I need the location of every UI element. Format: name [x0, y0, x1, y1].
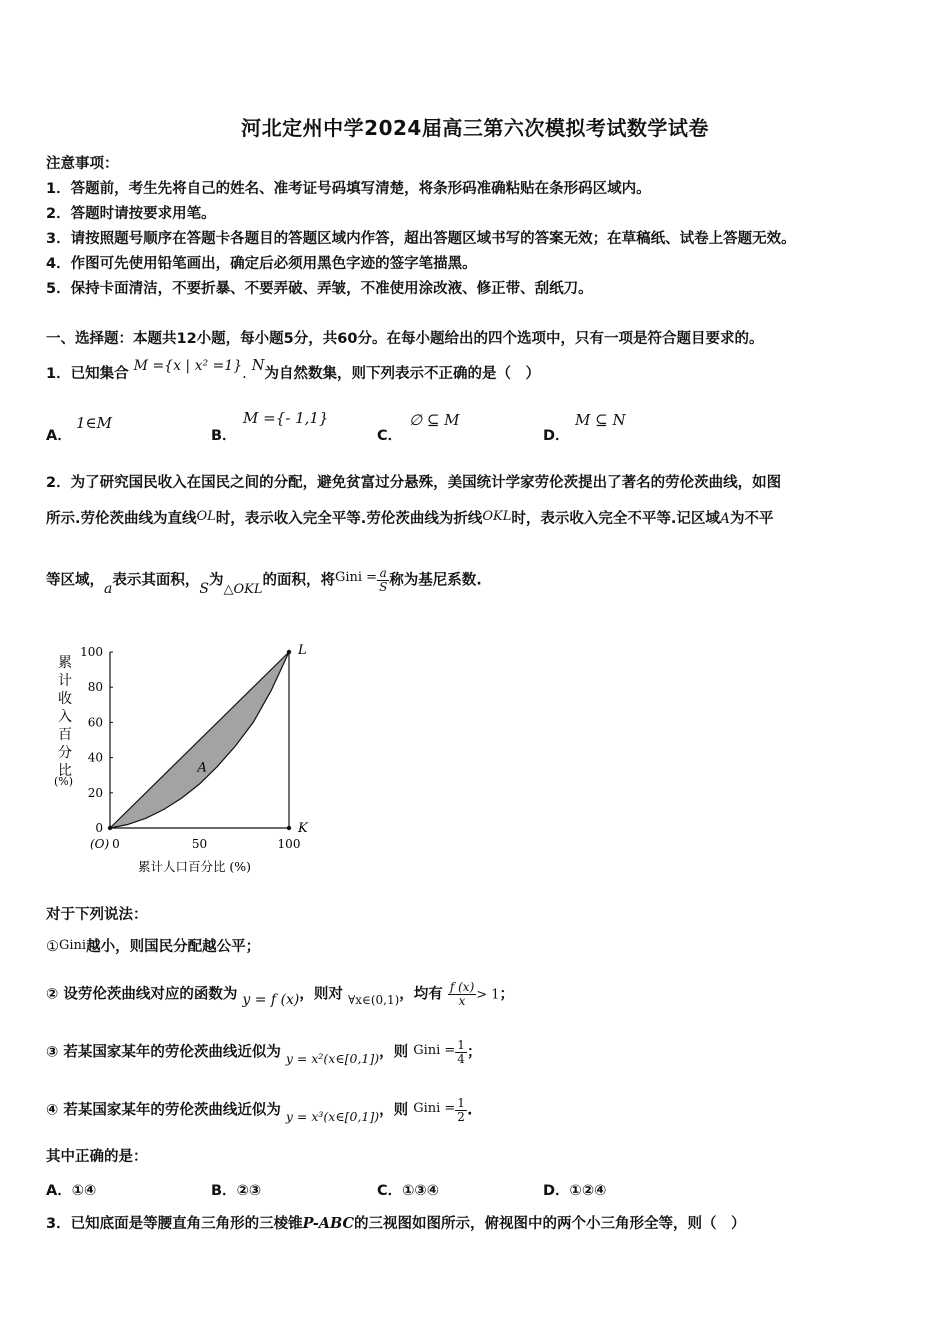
q2-s: S	[199, 580, 209, 597]
statement-1-text: 越小，则国民分配越公平；	[86, 939, 261, 955]
q2-option-d	[543, 1179, 606, 1200]
statements-heading: 对于下列说法：	[46, 907, 148, 923]
statement-3-frac-den: 4	[457, 1052, 465, 1066]
notice-item-4: 4．作图可先使用铅笔画出，确定后必须用黑色字迹的签字笔描黑。	[46, 256, 477, 272]
q2-text: 为	[208, 572, 224, 589]
y-axis-label-char: 分	[58, 745, 72, 761]
notice-item-5: 5．保持卡面清洁，不要折暴、不要弄破、弄皱，不准使用涂改液、修正带、刮纸刀。	[46, 281, 593, 297]
q2-text: 时，表示收入完全不平等.记区域	[511, 511, 720, 527]
q2-option-b	[211, 1179, 261, 1200]
y-axis-label-char: 入	[58, 709, 72, 725]
y-axis-unit: (%)	[54, 775, 74, 788]
q2-line-3	[46, 566, 482, 597]
q1-option-b-label: B．	[211, 428, 237, 444]
statement-2-gt: > 1	[476, 987, 500, 1003]
q3-pyramid-name: P-ABC	[302, 1215, 355, 1232]
statement-2-text: ，则对	[299, 986, 343, 1003]
statement-1-marker: ①	[46, 939, 59, 955]
statement-2-frac-den: x	[458, 994, 466, 1008]
series-ol-line	[110, 652, 289, 828]
point-o	[108, 826, 112, 830]
q2-option-b-label: B．	[211, 1183, 237, 1199]
q2-area-a: a	[104, 580, 113, 597]
notice-item-3: 3．请按照题号顺序在答题卡各题目的答题区域内作答，超出答题区域书写的答案无效；在草稿纸、试卷上答题无效。	[46, 231, 796, 247]
q2-text: 时，表示收入完全平等.劳伦茨曲线为折线	[215, 511, 483, 527]
origin-label: (O)	[90, 837, 110, 851]
x-tick-label: 0	[112, 837, 120, 851]
notice-item-1: 1．答题前，考生先将自己的姓名、准考证号码填写清楚，将条形码准确粘贴在条形码区域内。	[46, 181, 651, 197]
q2-option-c-text: ①③④	[402, 1183, 439, 1199]
lorenz-chart	[40, 635, 330, 880]
point-l	[287, 650, 291, 654]
statement-4-frac-den: 2	[457, 1110, 465, 1124]
correct-heading: 其中正确的是：	[46, 1149, 148, 1165]
label-k: K	[298, 821, 308, 836]
statement-2-forall: ∀x∈(0,1)	[347, 992, 400, 1007]
y-axis-label-char: 收	[58, 691, 72, 707]
statement-3-frac-num: 1	[457, 1038, 465, 1052]
y-tick-label: 40	[87, 750, 103, 765]
q1-option-b: M ={- 1,1}	[243, 409, 329, 427]
x-tick-label: 50	[191, 837, 208, 851]
y-axis-label-char: 百	[58, 727, 72, 743]
q2-ol: OL	[196, 509, 216, 524]
q2-option-c-label: C．	[377, 1183, 403, 1199]
statement-2-text: ；	[499, 986, 515, 1003]
statement-2-fraction	[448, 981, 476, 1008]
statement-4-fraction	[455, 1097, 467, 1124]
q1-prefix: 1．已知集合	[46, 366, 129, 382]
q2-region-a: A	[719, 511, 730, 527]
q2-option-a-label: A．	[46, 1183, 72, 1199]
q2-line-1: 2．为了研究国民收入在国民之间的分配，避免贫富过分悬殊，美国统计学家劳伦茨提出了著名的劳伦茨曲线，如图	[46, 475, 782, 491]
statement-2-frac-num: f (x)	[449, 980, 475, 994]
page-title: 河北定州中学2024届高三第六次模拟考试数学试卷	[241, 116, 709, 140]
q2-text: 表示其面积，	[112, 572, 200, 589]
statement-3-gini: Gini =	[413, 1042, 456, 1058]
statement-3-text: ；	[466, 1044, 482, 1061]
q3-text: 的三视图如图所示，俯视图中的两个小三角形全等，则（ ）	[354, 1216, 746, 1232]
x-tick-label: 100	[277, 837, 301, 851]
q2-option-a-text: ①④	[71, 1183, 97, 1199]
statement-4-text: .	[466, 1102, 473, 1119]
q2-option-d-text: ①②④	[569, 1183, 607, 1199]
q2-text: 为不平	[729, 511, 774, 527]
notice-item-2: 2．答题时请按要求用笔。	[46, 206, 216, 222]
statement-4-gini: Gini =	[413, 1100, 456, 1116]
q1-option-c: ∅ ⊆ M	[409, 411, 460, 429]
q1-suffix: 为自然数集，则下列表示不正确的是（ ）	[264, 366, 540, 382]
statement-4-func: y = x³(x∈[0,1])	[285, 1108, 380, 1124]
statement-2-text: ，均有	[399, 986, 443, 1003]
q2-okl: OKL	[482, 509, 512, 524]
statement-2-text: ② 设劳伦茨曲线对应的函数为	[46, 986, 238, 1003]
q2-frac-num: a	[377, 567, 389, 581]
q2-option-a	[46, 1179, 96, 1200]
q2-line-2	[46, 507, 773, 528]
q1-option-d: M ⊆ N	[575, 411, 626, 429]
label-a: A	[197, 760, 207, 776]
section-heading: 一、选择题：本题共12小题，每小题5分，共60分。在每小题给出的四个选项中，只有一项是符合题目要求的。	[46, 331, 764, 347]
q2-option-d-label: D．	[543, 1183, 570, 1199]
q2-triangle: △OKL	[223, 581, 263, 597]
label-l: L	[298, 643, 307, 658]
q1-option-a: 1∈M	[76, 414, 113, 432]
x-axis-label: 累计人口百分比 (%)	[137, 859, 252, 874]
question-1	[46, 358, 540, 383]
statement-4-frac-num: 1	[457, 1096, 465, 1110]
q1-n: N	[251, 358, 265, 374]
q2-option-b-text: ②③	[236, 1183, 262, 1199]
point-k	[287, 826, 291, 830]
q2-text: 的面积，将	[262, 572, 335, 589]
q1-dot: .	[242, 366, 247, 382]
q1-option-a-label: A．	[46, 428, 72, 444]
y-tick-label: 80	[87, 680, 103, 695]
statement-3-fraction	[455, 1039, 467, 1066]
statement-1-gini: Gini	[59, 938, 87, 953]
y-tick-label: 0	[95, 821, 103, 835]
y-tick-label: 100	[80, 645, 103, 659]
q1-option-c-label: C．	[377, 428, 403, 444]
statement-2	[46, 981, 514, 1008]
statement-4-text: ④ 若某国家某年的劳伦茨曲线近似为	[46, 1102, 281, 1119]
y-axis-label-char: 累	[58, 655, 72, 671]
statement-3-text: ③ 若某国家某年的劳伦茨曲线近似为	[46, 1044, 281, 1061]
q3-text: 3．已知底面是等腰直角三角形的三棱锥	[46, 1216, 303, 1232]
y-tick-label: 20	[87, 785, 103, 800]
y-tick-label: 60	[87, 715, 103, 730]
q2-option-c	[377, 1179, 439, 1200]
q1-option-d-label: D．	[543, 428, 570, 444]
y-axis-label-char: 计	[58, 673, 72, 689]
q2-gini: Gini =	[334, 569, 378, 585]
statement-3-text: ，则	[379, 1044, 409, 1061]
y-axis-label-char: 比	[58, 763, 72, 779]
q2-text: 称为基尼系数.	[389, 572, 482, 589]
q2-frac-den: S	[379, 580, 388, 594]
statement-2-func: y = f (x)	[242, 991, 300, 1008]
statement-4-text: ，则	[379, 1102, 409, 1119]
q1-set-m: M ={x | x² =1}	[133, 358, 243, 374]
statement-3	[46, 1039, 481, 1066]
q2-text: 所示.劳伦茨曲线为直线	[46, 511, 197, 527]
statement-3-func: y = x²(x∈[0,1])	[285, 1050, 380, 1066]
q2-fraction	[377, 567, 389, 594]
notice-heading: 注意事项：	[46, 156, 119, 172]
statement-1	[46, 935, 260, 956]
q2-text: 等区域，	[46, 572, 104, 589]
question-3	[46, 1212, 746, 1233]
statement-4	[46, 1097, 472, 1124]
